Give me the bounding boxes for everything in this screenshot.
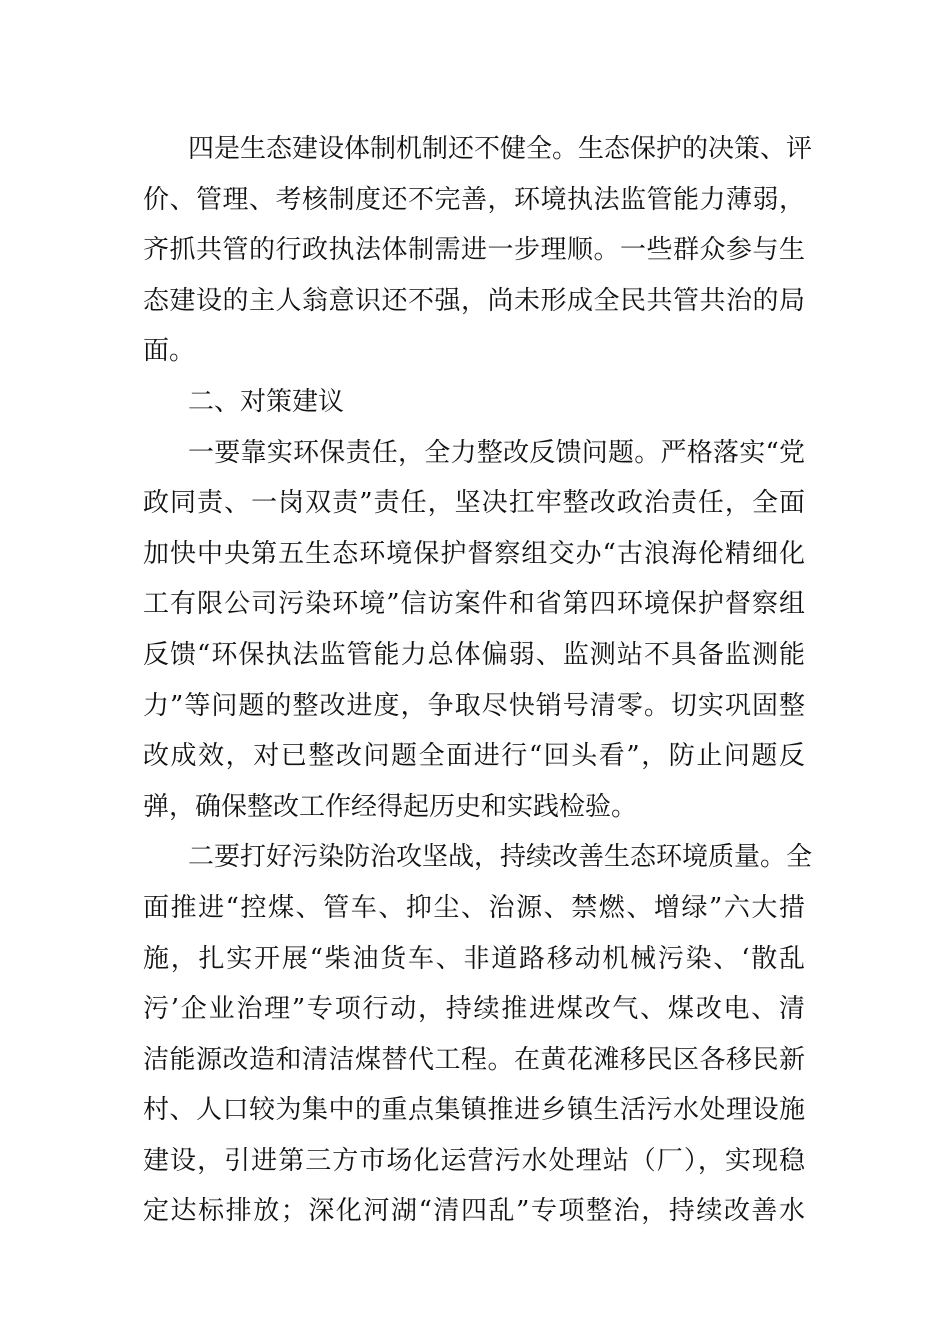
paragraph-environmental-responsibility bbox=[143, 428, 805, 833]
document-page bbox=[143, 124, 813, 1237]
text-line: 定达标排放；深化河湖“清四乱”专项整治，持续改善水 bbox=[143, 1196, 805, 1227]
text-line: 施，扎实开展“柴油货车、非道路移动机械污染、‘散乱 bbox=[143, 943, 805, 974]
paragraph-pollution-control bbox=[143, 832, 813, 1237]
text-line: 面推进“控煤、管车、抑尘、治源、禁燃、增绿”六大措 bbox=[143, 892, 805, 923]
text-line: 一要靠实环保责任，全力整改反馈问题。严格落实“党 bbox=[188, 437, 805, 468]
text-line: 加快中央第五生态环境保护督察组交办“古浪海伦精细化 bbox=[143, 538, 805, 569]
text-line: 弹，确保整改工作经得起历史和实践检验。 bbox=[143, 791, 638, 822]
text-line: 二要打好污染防治攻坚战，持续改善生态环境质量。全 bbox=[188, 842, 813, 873]
text-line: 力”等问题的整改进度，争取尽快销号清零。切实巩固整 bbox=[143, 690, 805, 721]
paragraph-ecology-system bbox=[143, 124, 813, 377]
text-line: 价、管理、考核制度还不完善，环境执法监管能力薄弱， bbox=[143, 184, 805, 215]
text-line: 政同责、一岗双责”责任，坚决扛牢整改政治责任，全面 bbox=[143, 488, 805, 519]
text-line: 洁能源改造和清洁煤替代工程。在黄花滩移民区各移民新 bbox=[143, 1044, 805, 1075]
text-line: 村、人口较为集中的重点集镇推进乡镇生活污水处理设施 bbox=[143, 1095, 805, 1126]
text-line: 齐抓共管的行政执法体制需进一步理顺。一些群众参与生 bbox=[143, 235, 805, 266]
text-line: 工有限公司污染环境”信访案件和省第四环境保护督察组 bbox=[143, 589, 805, 620]
section-heading-text: 二、对策建议 bbox=[188, 386, 345, 417]
text-line: 污’企业治理”专项行动，持续推进煤改气、煤改电、清 bbox=[143, 994, 805, 1025]
text-line: 反馈“环保执法监管能力总体偏弱、监测站不具备监测能 bbox=[143, 639, 805, 670]
text-line: 面。 bbox=[143, 336, 196, 367]
text-line: 态建设的主人翁意识还不强，尚未形成全民共管共治的局 bbox=[143, 285, 805, 316]
text-line: 建设，引进第三方市场化运营污水处理站（厂），实现稳 bbox=[143, 1145, 805, 1176]
section-heading bbox=[143, 377, 805, 428]
text-line: 改成效，对已整改问题全面进行“回头看”，防止问题反 bbox=[143, 741, 805, 772]
text-line: 四是生态建设体制机制还不健全。生态保护的决策、评 bbox=[188, 134, 813, 164]
